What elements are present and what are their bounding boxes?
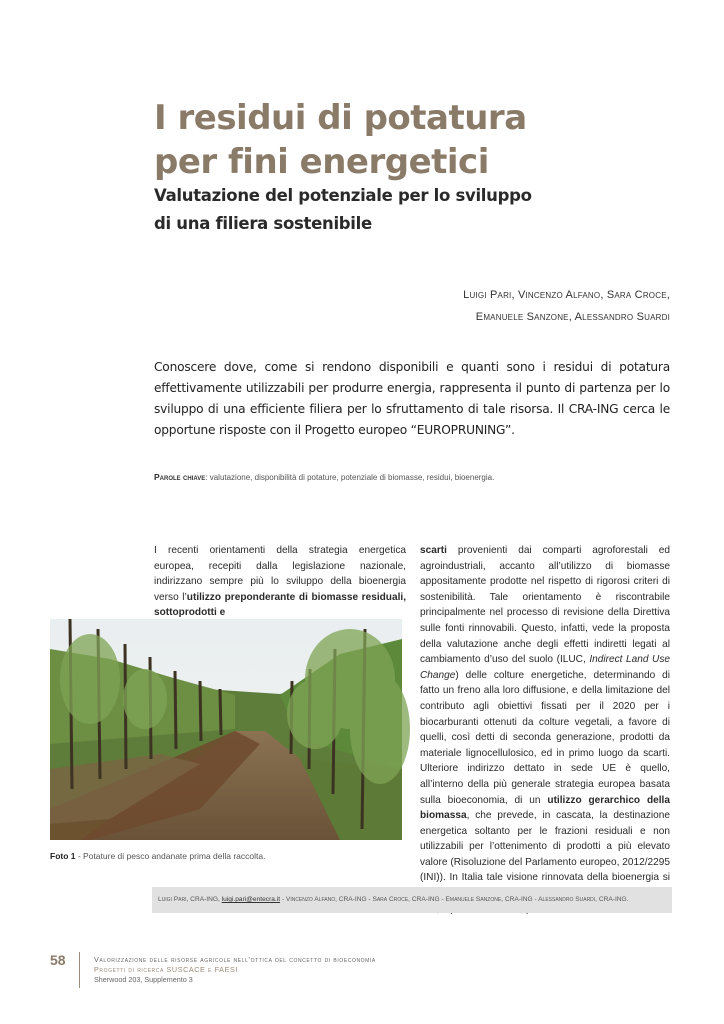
- affil-name: Luigi Pari: [158, 896, 187, 903]
- page-number: 58: [50, 952, 66, 968]
- photo-caption: [50, 851, 265, 861]
- footer-line-1: Valorizzazione delle risorse agricole nell’ottica del concetto di bioeconomia: [94, 955, 376, 964]
- col2-bold-2: utilizzo gerarchico della biomassa: [420, 794, 670, 822]
- col2-text-a: provenienti dai comparti agroforestali ed agroindustriali, accanto all’utilizzo di biomasse appositamente prodotte nel rispetto di rigorosi criteri di sostenibilità. Tale orientamento è riscontrabile principalmente nel processo di revisione della Direttiva sulle fonti rinnovabili. Questo, infatti, vede la proposta della valutazione anche degli effetti indiretti legati al cambiamento d’uso del suolo (ILUC,: [420, 545, 670, 666]
- keywords-text: : valutazione, disponibilità di potature, potenziale di biomasse, residui, bioenergia.: [205, 473, 495, 482]
- col2-bold-1: scarti: [420, 545, 447, 556]
- article-title: [154, 96, 527, 184]
- subtitle-line-1: Valutazione del potenziale per lo sviluppo: [154, 186, 532, 205]
- keywords-label: Parole chiave: [154, 472, 206, 482]
- affil-org: , CRA-ING,: [186, 896, 222, 903]
- caption-text: - Potature di pesco andanate prima della raccolta.: [75, 851, 266, 861]
- authors-line-2: Emanuele Sanzone, Alessandro Suardi: [475, 311, 670, 323]
- footer-divider: [79, 952, 80, 988]
- article-subtitle: [154, 182, 532, 238]
- title-line-1: I residui di potatura: [154, 98, 527, 138]
- body-column-1: [154, 543, 406, 621]
- abstract: Conoscere dove, come si rendono disponibili e quanti sono i residui di potatura effettivamente utilizzabili per produrre energia, rappresenta il punto di partenza per lo sviluppo di una efficiente filiera per lo sfruttamento di tale risorsa. Il CRA-ING cerca le opportune risposte con il Progetto europeo “EUROPRUNING”.: [154, 360, 670, 437]
- col2-italic: Indirect Land Use Change: [420, 654, 670, 681]
- col1-text: I recenti orientamenti della strategia energetica europea, recepiti dalla legislazione nazionale, indirizzano sempre più lo sviluppo della bioenergia verso l’: [154, 545, 406, 603]
- footer-line-2: Progetti di ricerca SUSCACE e FAESI: [94, 965, 238, 974]
- col2-text-c: , che prevede, in cascata, la destinazione energetica soltanto per le frazioni residuali e non utilizzabili per l’ottenimento di prodotti a più elevato valore (Risoluzione del Parlamento europeo, 2012/2295 (INI)). In Italia tale visione rinnovata della bioenergia si: [420, 810, 670, 884]
- subtitle-line-2: di una filiera sostenibile: [154, 214, 372, 233]
- orchard-illustration: [50, 619, 402, 840]
- affil-rest: - Vincenzo Alfano, CRA-ING - Sara Croce, CRA-ING - Emanuele Sanzone, CRA-ING - Alessandro Suardi, CRA-ING.: [280, 896, 629, 903]
- footer-line-3: Sherwood 203, Supplemento 3: [94, 975, 193, 984]
- author-email-link[interactable]: luigi.pari@entecra.it: [221, 896, 281, 903]
- authors: [463, 284, 670, 328]
- col2-text-b: ) delle colture energetiche, determinando di fatto un freno alla loro diffusione, e della limitazione del contributo agli obiettivi fissati per il 2020 per i biocarburanti ottenuti da colture vegetali, a favore di quelli, così detti di seconda generazione, prodotti da materiale lignocellulosico, ed in primo luogo da scarti. Ulteriore indirizzo dettato in sede UE è quello, all’interno della più generale strategia europea basata sulla bioeconomia, di un: [420, 669, 670, 806]
- title-line-2: per fini energetici: [154, 142, 489, 182]
- authors-line-1: Luigi Pari, Vincenzo Alfano, Sara Croce,: [463, 289, 670, 301]
- footer: [94, 955, 376, 985]
- affiliation-box: [152, 887, 672, 913]
- col1-bold: utilizzo preponderante di biomasse residuali, sottoprodotti e: [154, 591, 406, 619]
- keywords: [154, 472, 674, 482]
- body-column-2: [420, 543, 670, 884]
- caption-label: Foto 1: [50, 851, 76, 861]
- orchard-photo: [50, 619, 402, 840]
